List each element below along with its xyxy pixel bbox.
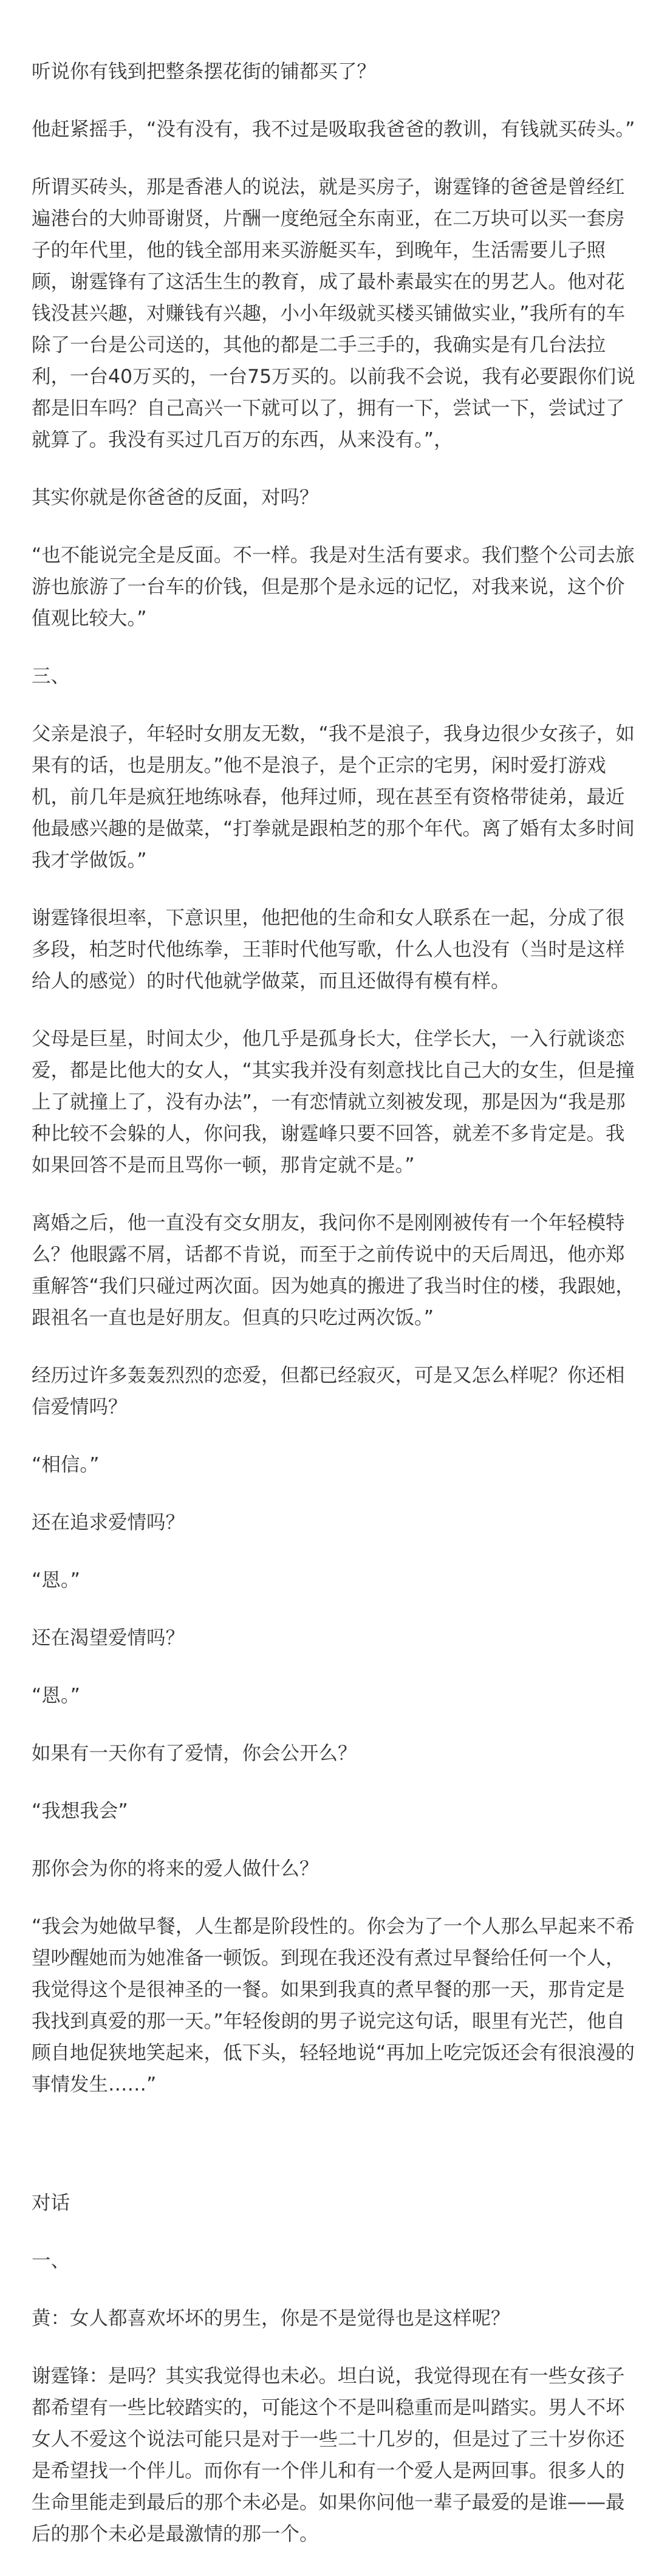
question: 如果有一天你有了爱情，你会公开么？ [32,1742,357,1764]
dialogue-line: 谢霆锋：是吗？其实我觉得也未必。坦白说，我觉得现在有一些女孩子都希望有一些比较踏实的，可能这个不是叫稳重而是叫踏实。男人不坏女人不爱这个说法可能只是对于一些二十几岁的，但是过了三十岁你还是希望找一个伴儿。而你有一个伴儿和有一个爱人是两回事。很多人的生命里能走到最后的那个未必是。如果你问他一辈子最爱的是谁——最后的那个未必是最激情的那一个。 [32,2365,625,2545]
section-spacer [32,2126,639,2187]
dialogue-line: 黄：女人都喜欢坏坏的男生，你是不是觉得也是这样呢？ [32,2307,510,2329]
quote-reply: “相信。” [32,1454,100,1476]
paragraph: “也不能说完全是反面。不一样。我是对生活有要求。我们整个公司去旅游也旅游了一台车的价钱，但是那个是永远的记忆，对我来说，这个价值观比较大。” [32,544,635,629]
quote-reply: “恩。” [32,1685,80,1707]
quote-reply: “恩。” [32,1569,80,1591]
paragraph: 他赶紧摇手，“没有没有，我不过是吸取我爸爸的教训，有钱就买砖头。” [32,118,635,140]
quote-reply: “我想我会” [32,1800,128,1822]
paragraph: 经历过许多轰轰烈烈的恋爱，但都已经寂灭，可是又怎么样呢？你还相信爱情吗？ [32,1365,625,1418]
paragraph: 所谓买砖头，那是香港人的说法，就是买房子，谢霆锋的爸爸是曾经红遍港台的大帅哥谢贤，片酬一度绝冠全东南亚，在二万块可以买一套房子的年代里，他的钱全部用来买游艇买车，到晚年，生活需要儿子照顾，谢霆锋有了这活生生的教育，成了最朴素最实在的男艺人。他对花钱没甚兴趣，对赚钱有兴趣，小小年级就买楼买铺做实业，”我所有的车除了一台是公司送的，其他的都是二手三手的，我确实是有几台法拉利，一台40万买的，一台75万买的。以前我不会说，我有必要跟你们说都是旧车吗？自己高兴一下就可以了，拥有一下，尝试一下，尝试过了就算了。我没有买过几百万的东西，从来没有。”， [32,176,635,451]
paragraph: 离婚之后，他一直没有交女朋友，我问你不是刚刚被传有一个年轻模特么？他眼露不屑，话都不肯说，而至于之前传说中的天后周迅，他亦郑重解答“我们只碰过两次面。因为她真的搬进了我当时住的楼，我跟她，跟祖名一直也是好朋友。但真的只吃过两次饭。” [32,1212,635,1329]
question: 还在追求爱情吗？ [32,1512,185,1533]
section-marker: 三、 [32,665,70,687]
section-marker: 一、 [32,2250,70,2272]
paragraph: 其实你就是你爸爸的反面，对吗？ [32,487,319,509]
question: 那你会为你的将来的爱人做什么？ [32,1858,319,1880]
paragraph: 父母是巨星，时间太少，他几乎是孤身长大，住学长大，一入行就谈恋爱，都是比他大的女人，“其实我并没有刻意找比自己大的女生，但是撞上了就撞上了，没有办法”，一有恋情就立刻被发现，那是因为“我是那种比较不会躲的人，你问我，谢霆峰只要不回答，就差不多肯定是。我如果回答不是而且骂你一顿，那肯定就不是。” [32,1028,635,1176]
paragraph: 听说你有钱到把整条摆花街的铺都买了？ [32,61,377,83]
paragraph: 父亲是浪子，年轻时女朋友无数，“我不是浪子，我身边很少女孩子，如果有的话，也是朋友。”他不是浪子，是个正宗的宅男，闲时爱打游戏机，前几年是疯狂地练咏春，他拜过师，现在甚至有资格带徒弟，最近他最感兴趣的是做菜，“打拳就是跟柏芝的那个年代。离了婚有太多时间我才学做饭。” [32,723,635,871]
quote-reply: “我会为她做早餐，人生都是阶段性的。你会为了一个人那么早起来不希望吵醒她而为她准备一顿饭。到现在我还没有煮过早餐给任何一个人，我觉得这个是很神圣的一餐。如果到我真的煮早餐的那一天，那肯定是我找到真爱的那一天。”年轻俊朗的男子说完这句话，眼里有光芒，他自顾自地促狭地笑起来，低下头，轻轻地说“再加上吃完饭还会有很浪漫的事情发生……” [32,1916,635,2095]
paragraph: 谢霆锋很坦率，下意识里，他把他的生命和女人联系在一起，分成了很多段，柏芝时代他练拳，王菲时代他写歌，什么人也没有（当时是这样给人的感觉）的时代他就学做菜，而且还做得有模有样。 [32,907,625,992]
question: 还在渴望爱情吗？ [32,1627,185,1649]
dialogue-heading: 对话 [32,2192,70,2214]
article-body [32,56,639,2576]
